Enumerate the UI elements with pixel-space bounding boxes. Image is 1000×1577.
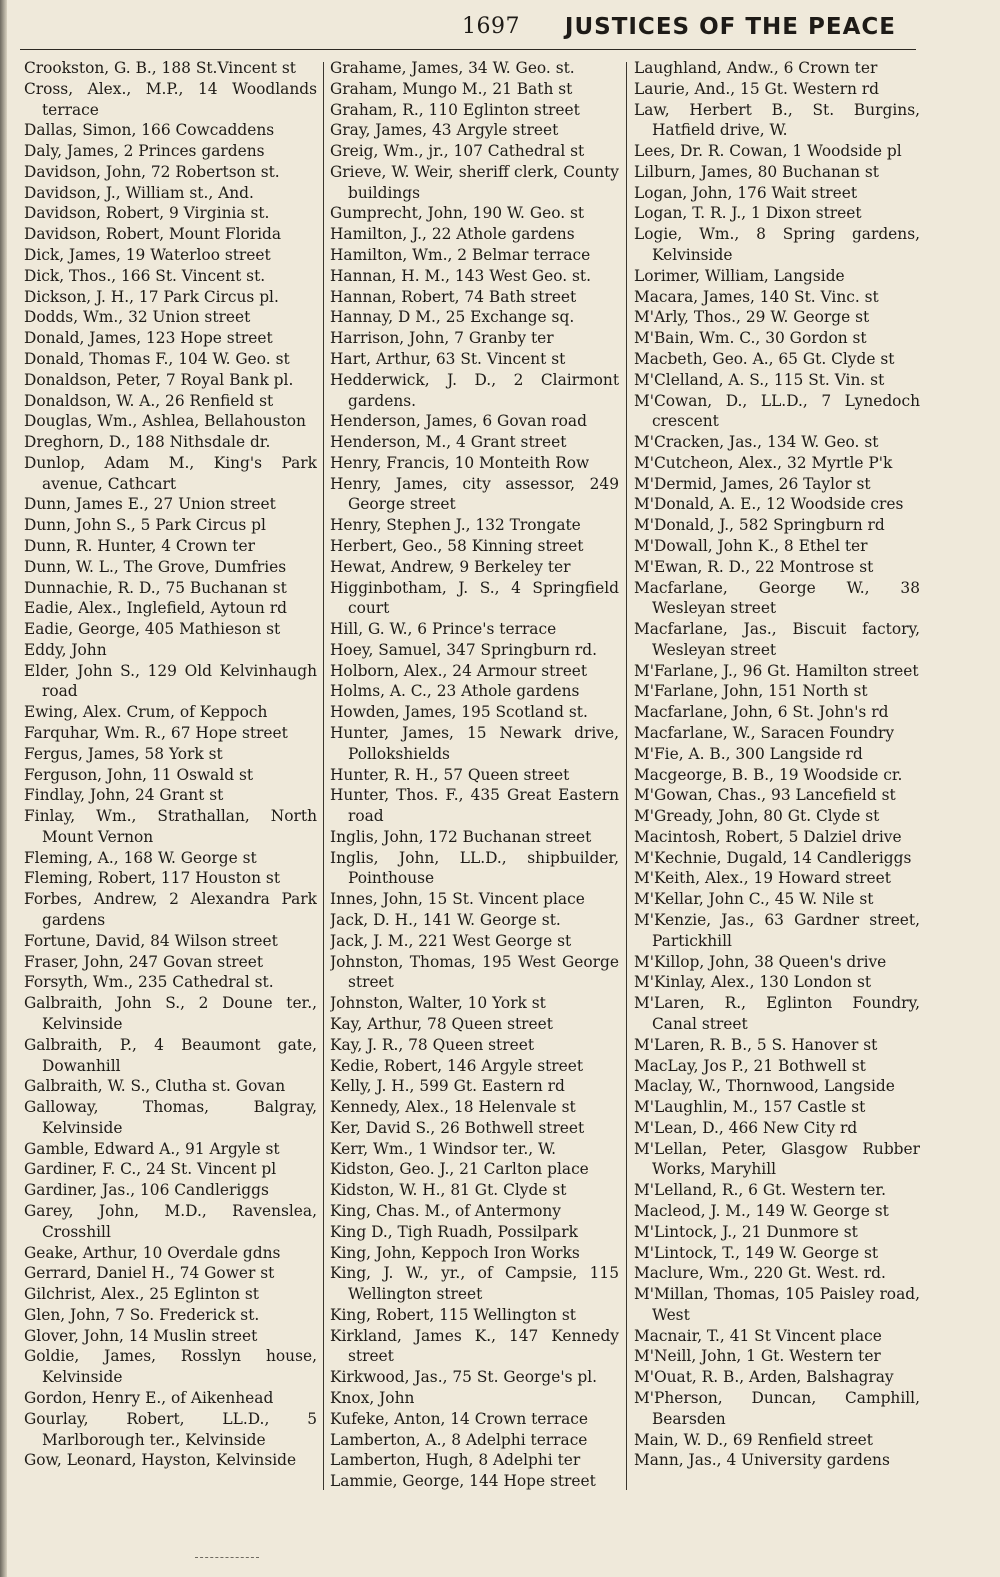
directory-entry: Henderson, M., 4 Grant street (330, 433, 567, 452)
directory-entry: M'Bain, Wm. C., 30 Gordon st (634, 329, 867, 348)
directory-entry: M'Donald, A. E., 12 Woodside cres (634, 495, 904, 514)
directory-entry: Logie, Wm., 8 Spring gardens, Kelvinside (634, 225, 920, 265)
directory-entry: Kay, J. R., 78 Queen street (330, 1035, 534, 1054)
directory-entry: Logan, John, 176 Wait street (634, 183, 858, 202)
directory-entry: M'Fie, A. B., 300 Langside rd (634, 744, 863, 763)
directory-entry: Kufeke, Anton, 14 Crown terrace (330, 1409, 589, 1428)
directory-entry: MacLay, Jos P., 21 Bothwell st (634, 1056, 866, 1075)
directory-entry: Johnston, Walter, 10 York st (330, 994, 546, 1013)
directory-entry: Henry, Stephen J., 132 Trongate (330, 516, 581, 535)
directory-entry: M'Lean, D., 466 New City rd (634, 1118, 858, 1137)
directory-entry: M'Donald, J., 582 Springburn rd (634, 516, 885, 535)
directory-entry: Galloway, Thomas, Balgray, Kelvinside (24, 1098, 317, 1137)
directory-entry: M'Millan, Thomas, 105 Paisley road, West (634, 1285, 920, 1324)
directory-entry: M'Keith, Alex., 19 Howard street (634, 869, 891, 888)
directory-entry: Davidson, John, 72 Robertson st. (24, 162, 280, 181)
directory-entry: Innes, John, 15 St. Vincent place (330, 890, 585, 909)
directory-entry: Kirkwood, Jas., 75 St. George's pl. (330, 1368, 598, 1387)
directory-entry: Dunlop, Adam M., King's Park avenue, Cathcart (24, 453, 317, 493)
directory-entry: Law, Herbert B., St. Burgins, Hatfield drive, W. (634, 100, 920, 140)
directory-entry: Fergus, James, 58 York st (24, 744, 223, 763)
directory-entry: Greig, Wm., jr., 107 Cathedral st (330, 142, 585, 161)
directory-entry: Grahame, James, 34 W. Geo. st. (330, 59, 575, 77)
directory-entry: Eadie, George, 405 Mathieson st (24, 620, 281, 639)
directory-entry: M'Lellan, Peter, Glasgow Rubber Works, Maryhill (634, 1139, 920, 1179)
directory-entry: M'Farlane, J., 96 Gt. Hamilton street (634, 661, 919, 680)
directory-entry: Gow, Leonard, Hayston, Kelvinside (24, 1451, 297, 1470)
directory-entry: Lees, Dr. R. Cowan, 1 Woodside pl (634, 142, 902, 161)
directory-entry: Galbraith, W. S., Clutha st. Govan (24, 1077, 286, 1096)
directory-entry: M'Ewan, R. D., 22 Montrose st (634, 557, 874, 576)
directory-entry: Inglis, John, LL.D., shipbuilder, Pointhouse (330, 848, 619, 888)
directory-entry: M'Kechnie, Dugald, 14 Candleriggs (634, 848, 912, 867)
directory-entry: M'Kellar, John C., 45 W. Nile st (634, 890, 874, 909)
directory-entry: Farquhar, Wm. R., 67 Hope street (24, 724, 288, 742)
directory-entry: Kidston, Geo. J., 21 Carlton place (330, 1160, 589, 1179)
directory-entry: Dickson, J. H., 17 Park Circus pl. (24, 287, 279, 306)
directory-entry: Hill, G. W., 6 Prince's terrace (330, 620, 557, 639)
column-3 (634, 58, 920, 1498)
directory-entry: King, John, Keppoch Iron Works (330, 1243, 580, 1262)
directory-entry: Dick, James, 19 Waterloo street (24, 246, 271, 265)
directory-entry: M'Killop, John, 38 Queen's drive (634, 952, 887, 971)
column-divider (626, 62, 627, 1490)
directory-entry: Hamilton, J., 22 Athole gardens (330, 225, 575, 244)
directory-entry: Gardiner, F. C., 24 St. Vincent pl (24, 1160, 277, 1179)
directory-entry: Hannay, D M., 25 Exchange sq. (330, 308, 575, 327)
directory-entry: Forbes, Andrew, 2 Alexandra Park gardens (24, 890, 317, 930)
directory-entry: Hewat, Andrew, 9 Berkeley ter (330, 557, 571, 576)
directory-entry: Fraser, John, 247 Govan street (24, 952, 264, 971)
page-binding-edge (0, 0, 7, 1577)
footer-mark (195, 1557, 259, 1558)
directory-entry: Maclay, W., Thornwood, Langside (634, 1077, 895, 1096)
directory-entry: M'Gready, John, 80 Gt. Clyde st (634, 807, 880, 826)
directory-entry: M'Laughlin, M., 157 Castle st (634, 1098, 866, 1117)
directory-entry: Logan, T. R. J., 1 Dixon street (634, 204, 862, 223)
directory-entry: Ferguson, John, 11 Oswald st (24, 765, 254, 784)
directory-entry: Harrison, John, 7 Granby ter (330, 329, 554, 348)
page-header (14, 8, 992, 46)
directory-entry: Lamberton, Hugh, 8 Adelphi ter (330, 1451, 581, 1470)
directory-entry: Macfarlane, W., Saracen Foundry (634, 724, 895, 742)
directory-entry: Hunter, R. H., 57 Queen street (330, 765, 570, 784)
directory-entry: Maclure, Wm., 220 Gt. West. rd. (634, 1264, 886, 1283)
directory-entry: King, Robert, 115 Wellington st (330, 1305, 576, 1324)
directory-entry: Mann, Jas., 4 University gardens (634, 1451, 890, 1470)
directory-entry: Ewing, Alex. Crum, of Keppoch (24, 703, 268, 722)
directory-entry: Laurie, And., 15 Gt. Western rd (634, 79, 880, 98)
directory-entry: Graham, Mungo M., 21 Bath st (330, 79, 573, 98)
directory-entry: Dodds, Wm., 32 Union street (24, 308, 251, 327)
directory-columns (24, 58, 920, 1498)
directory-entry: Macbeth, Geo. A., 65 Gt. Clyde st (634, 349, 895, 368)
directory-entry: M'Kenzie, Jas., 63 Gardner street, Partickhill (634, 911, 920, 950)
directory-entry: Cross, Alex., M.P., 14 Woodlands terrace (24, 79, 317, 119)
directory-entry: M'Dermid, James, 26 Taylor st (634, 474, 871, 493)
directory-entry: Hannan, Robert, 74 Bath street (330, 287, 577, 306)
directory-entry: Davidson, J., William st., And. (24, 183, 254, 202)
directory-entry: M'Cutcheon, Alex., 32 Myrtle P'k (634, 453, 893, 472)
directory-entry: Gourlay, Robert, LL.D., 5 Marlborough ter., Kelvinside (24, 1409, 317, 1449)
directory-entry: Laughland, Andw., 6 Crown ter (634, 59, 878, 77)
directory-entry: Henry, Francis, 10 Monteith Row (330, 453, 590, 472)
directory-entry: M'Dowall, John K., 8 Ethel ter (634, 536, 868, 555)
directory-entry: Hart, Arthur, 63 St. Vincent st (330, 349, 566, 368)
header-rule (20, 49, 916, 50)
directory-entry: Kelly, J. H., 599 Gt. Eastern rd (330, 1077, 565, 1096)
directory-entry: Daly, James, 2 Princes gardens (24, 142, 265, 161)
directory-entry: Fortune, David, 84 Wilson street (24, 931, 278, 950)
directory-entry: Gerrard, Daniel H., 74 Gower st (24, 1264, 275, 1283)
directory-entry: Finlay, Wm., Strathallan, North Mount Vernon (24, 807, 317, 846)
directory-entry: M'Farlane, John, 151 North st (634, 682, 868, 701)
column-divider (323, 62, 324, 1490)
directory-entry: King D., Tigh Ruadh, Possilpark (330, 1222, 578, 1241)
directory-entry: Crookston, G. B., 188 St.Vincent st (24, 59, 296, 77)
directory-entry: Knox, John (330, 1389, 415, 1407)
directory-entry: Macleod, J. M., 149 W. George st (634, 1201, 889, 1220)
directory-entry: M'Pherson, Duncan, Camphill, Bearsden (634, 1389, 920, 1428)
directory-entry: Douglas, Wm., Ashlea, Bellahouston (24, 412, 306, 431)
directory-entry: Macfarlane, John, 6 St. John's rd (634, 703, 889, 722)
directory-entry: Eadie, Alex., Inglefield, Aytoun rd (24, 599, 287, 618)
directory-entry: Gardiner, Jas., 106 Candleriggs (24, 1181, 269, 1200)
directory-entry: Dunn, R. Hunter, 4 Crown ter (24, 536, 255, 555)
directory-entry: Geake, Arthur, 10 Overdale gdns (24, 1243, 281, 1262)
directory-entry: M'Clelland, A. S., 115 St. Vin. st (634, 370, 885, 389)
directory-entry: Kay, Arthur, 78 Queen street (330, 1014, 553, 1033)
directory-entry: Kirkland, James K., 147 Kennedy street (330, 1326, 619, 1366)
directory-entry: Fleming, Robert, 117 Houston st (24, 869, 281, 888)
directory-entry: Dunn, John S., 5 Park Circus pl (24, 516, 266, 535)
directory-entry: Hedderwick, J. D., 2 Clairmont gardens. (330, 370, 619, 410)
running-head: JUSTICES OF THE PEACE (564, 14, 896, 40)
directory-entry: M'Lelland, R., 6 Gt. Western ter. (634, 1181, 886, 1200)
page-number: 1697 (462, 14, 520, 39)
directory-entry: Gordon, Henry E., of Aikenhead (24, 1389, 274, 1407)
directory-entry: Kidston, W. H., 81 Gt. Clyde st (330, 1181, 567, 1200)
directory-entry: M'Neill, John, 1 Gt. Western ter (634, 1347, 881, 1366)
directory-entry: Findlay, John, 24 Grant st (24, 786, 224, 805)
directory-entry: Kedie, Robert, 146 Argyle street (330, 1056, 584, 1075)
directory-entry: Hunter, James, 15 Newark drive, Pollokshields (330, 724, 619, 763)
directory-entry: Donald, Thomas F., 104 W. Geo. st (24, 349, 290, 368)
directory-entry: Elder, John S., 129 Old Kelvinhaugh road (24, 661, 317, 701)
directory-entry: Grieve, W. Weir, sheriff clerk, County buildings (330, 162, 619, 202)
directory-entry: Lorimer, William, Langside (634, 266, 845, 285)
directory-entry: Jack, J. M., 221 West George st (330, 931, 572, 950)
directory-entry: Donald, James, 123 Hope street (24, 329, 273, 348)
directory-entry: Hamilton, Wm., 2 Belmar terrace (330, 246, 591, 265)
directory-entry: King, Chas. M., of Antermony (330, 1201, 561, 1220)
directory-entry: Garey, John, M.D., Ravenslea, Crosshill (24, 1201, 317, 1241)
directory-entry: Dunn, James E., 27 Union street (24, 495, 276, 514)
directory-entry: Henderson, James, 6 Govan road (330, 412, 587, 431)
directory-entry: Gamble, Edward A., 91 Argyle st (24, 1139, 280, 1158)
directory-entry: Kerr, Wm., 1 Windsor ter., W. (330, 1139, 557, 1158)
directory-entry: Donaldson, Peter, 7 Royal Bank pl. (24, 370, 294, 389)
directory-entry: Hoey, Samuel, 347 Springburn rd. (330, 640, 598, 659)
directory-entry: M'Lintock, T., 149 W. George st (634, 1243, 879, 1262)
directory-entry: Kennedy, Alex., 18 Helenvale st (330, 1098, 576, 1117)
directory-entry: Hunter, Thos. F., 435 Great Eastern road (330, 786, 619, 826)
directory-entry: Dunn, W. L., The Grove, Dumfries (24, 557, 287, 576)
directory-entry: Forsyth, Wm., 235 Cathedral st. (24, 973, 274, 992)
directory-entry: M'Cowan, D., LL.D., 7 Lynedoch crescent (634, 391, 920, 431)
directory-entry: Macgeorge, B. B., 19 Woodside cr. (634, 765, 903, 784)
directory-entry: Goldie, James, Rosslyn house, Kelvinside (24, 1347, 317, 1387)
directory-entry: Main, W. D., 69 Renfield street (634, 1430, 873, 1449)
directory-entry: Gilchrist, Alex., 25 Eglinton st (24, 1285, 259, 1304)
directory-entry: Fleming, A., 168 W. George st (24, 848, 257, 867)
directory-entry: Glen, John, 7 So. Frederick st. (24, 1305, 260, 1324)
directory-entry: Dallas, Simon, 166 Cowcaddens (24, 121, 275, 140)
directory-entry: Johnston, Thomas, 195 West George street (330, 952, 619, 992)
directory-entry: Dunnachie, R. D., 75 Buchanan st (24, 578, 287, 597)
directory-entry: Dreghorn, D., 188 Nithsdale dr. (24, 433, 271, 452)
directory-entry: M'Kinlay, Alex., 130 London st (634, 973, 872, 992)
directory-entry: Ker, David S., 26 Bothwell street (330, 1118, 585, 1137)
directory-entry: King, J. W., yr., of Campsie, 115 Wellington street (330, 1264, 619, 1304)
directory-entry: Gumprecht, John, 190 W. Geo. st (330, 204, 585, 223)
directory-entry: Graham, R., 110 Eglinton street (330, 100, 580, 119)
directory-entry: Macfarlane, George W., 38 Wesleyan street (634, 578, 920, 618)
directory-entry: Macnair, T., 41 St Vincent place (634, 1326, 882, 1345)
directory-entry: M'Ouat, R. B., Arden, Balshagray (634, 1368, 894, 1387)
directory-entry: M'Laren, R. B., 5 S. Hanover st (634, 1035, 878, 1054)
directory-entry: M'Cracken, Jas., 134 W. Geo. st (634, 433, 879, 452)
directory-entry: Davidson, Robert, 9 Virginia st. (24, 204, 270, 223)
directory-entry: Higginbotham, J. S., 4 Springfield court (330, 578, 619, 618)
directory-entry: Hannan, H. M., 143 West Geo. st. (330, 266, 592, 285)
directory-entry: Galbraith, John S., 2 Doune ter., Kelvinside (24, 994, 317, 1033)
column-1 (24, 58, 317, 1498)
directory-entry: Lamberton, A., 8 Adelphi terrace (330, 1430, 588, 1449)
directory-entry: M'Gowan, Chas., 93 Lancefield st (634, 786, 896, 805)
directory-entry: Holms, A. C., 23 Athole gardens (330, 682, 580, 701)
directory-entry: Jack, D. H., 141 W. George st. (330, 911, 561, 930)
directory-entry: Macintosh, Robert, 5 Dalziel drive (634, 827, 902, 846)
directory-entry: Howden, James, 195 Scotland st. (330, 703, 588, 722)
directory-entry: Gray, James, 43 Argyle street (330, 121, 559, 140)
directory-entry: Glover, John, 14 Muslin street (24, 1326, 258, 1345)
directory-entry: Holborn, Alex., 24 Armour street (330, 661, 588, 680)
directory-entry: Lilburn, James, 80 Buchanan st (634, 162, 879, 181)
directory-entry: Inglis, John, 172 Buchanan street (330, 827, 592, 846)
directory-entry: Macfarlane, Jas., Biscuit factory, Wesleyan street (634, 620, 920, 659)
directory-entry: M'Laren, R., Eglinton Foundry, Canal street (634, 994, 920, 1033)
directory-entry: Donaldson, W. A., 26 Renfield st (24, 391, 274, 410)
directory-entry: Davidson, Robert, Mount Florida (24, 225, 282, 244)
directory-entry: M'Lintock, J., 21 Dunmore st (634, 1222, 858, 1241)
column-2 (330, 58, 619, 1498)
directory-entry: Herbert, Geo., 58 Kinning street (330, 536, 584, 555)
directory-entry: M'Arly, Thos., 29 W. George st (634, 308, 870, 327)
directory-entry: Eddy, John (24, 640, 107, 659)
directory-entry: Lammie, George, 144 Hope street (330, 1472, 596, 1491)
directory-entry: Henry, James, city assessor, 249 George street (330, 474, 619, 514)
directory-entry: Galbraith, P., 4 Beaumont gate, Dowanhill (24, 1035, 317, 1075)
directory-entry: Macara, James, 140 St. Vinc. st (634, 287, 879, 306)
directory-entry: Dick, Thos., 166 St. Vincent st. (24, 266, 266, 285)
